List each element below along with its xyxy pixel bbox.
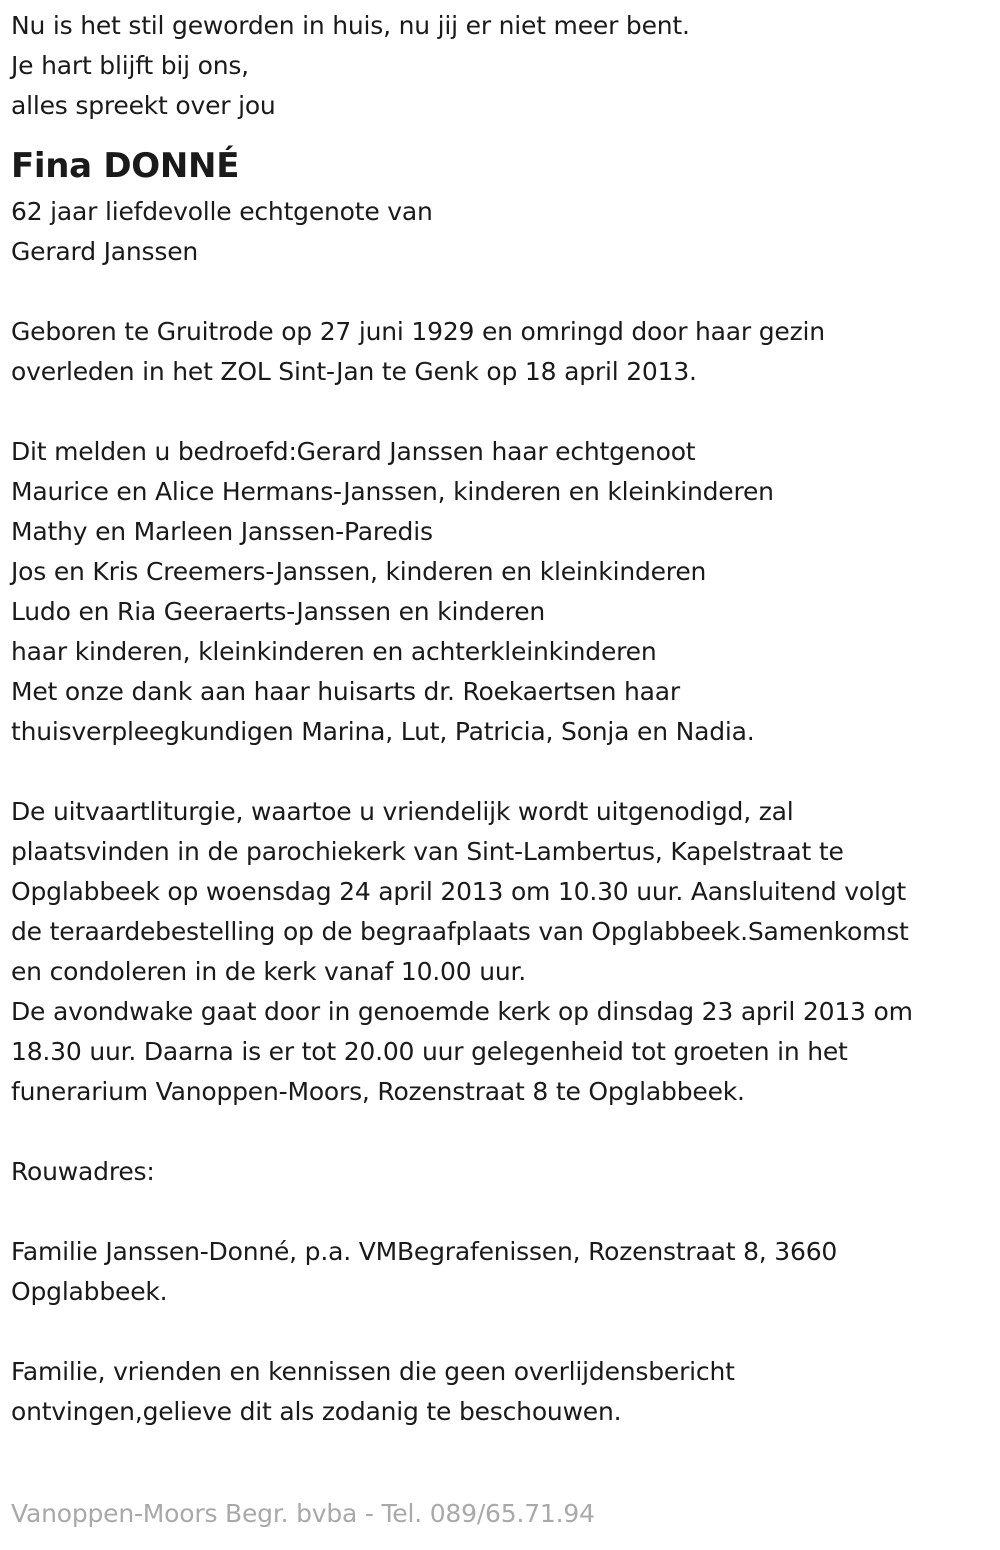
funeral-home-footer: Vanoppen-Moors Begr. bvba - Tel. 089/65.71.94 xyxy=(11,1499,595,1528)
poem-line: Je hart blijft bij ons, xyxy=(11,51,249,80)
mourning-address-label: Rouwadres: xyxy=(11,1157,155,1186)
family-line: Jos en Kris Creemers-Janssen, kinderen en kleinkinderen xyxy=(11,557,707,586)
funeral-line: de teraardebestelling op de begraafplaats van Opglabbeek.Samenkomst xyxy=(11,917,909,946)
family-line: Mathy en Marleen Janssen-Paredis xyxy=(11,517,433,546)
closing-line: Familie, vrienden en kennissen die geen overlijdensbericht xyxy=(11,1357,735,1386)
birth-death-info xyxy=(11,312,986,392)
funeral-line: 18.30 uur. Daarna is er tot 20.00 uur gelegenheid tot groeten in het xyxy=(11,1037,848,1066)
family-line: Maurice en Alice Hermans-Janssen, kinderen en kleinkinderen xyxy=(11,477,774,506)
funeral-line: De avondwake gaat door in genoemde kerk op dinsdag 23 april 2013 om xyxy=(11,997,913,1026)
spacer xyxy=(11,752,986,792)
deceased-name: Fina DONNÉ xyxy=(11,146,240,186)
funeral-line: De uitvaartliturgie, waartoe u vriendelijk wordt uitgenodigd, zal xyxy=(11,797,794,826)
funeral-line: plaatsvinden in de parochiekerk van Sint-Lambertus, Kapelstraat te xyxy=(11,837,844,866)
family-line: Met onze dank aan haar huisarts dr. Roekaertsen haar xyxy=(11,677,680,706)
family-line: thuisverpleegkundigen Marina, Lut, Patricia, Sonja en Nadia. xyxy=(11,717,755,746)
poem xyxy=(11,6,986,126)
birth-line: Geboren te Gruitrode op 27 juni 1929 en omringd door haar gezin xyxy=(11,317,825,346)
funeral-line: en condoleren in de kerk vanaf 10.00 uur. xyxy=(11,957,527,986)
death-line: overleden in het ZOL Sint-Jan te Genk op 18 april 2013. xyxy=(11,357,697,386)
funeral-details xyxy=(11,792,986,1112)
funeral-line: Opglabbeek op woensdag 24 april 2013 om 10.30 uur. Aansluitend volgt xyxy=(11,877,907,906)
family-line: Dit melden u bedroefd:Gerard Janssen haar echtgenoot xyxy=(11,437,696,466)
family-announcement xyxy=(11,432,986,752)
poem-line: Nu is het stil geworden in huis, nu jij er niet meer bent. xyxy=(11,11,690,40)
poem-line: alles spreekt over jou xyxy=(11,91,276,120)
closing-line: ontvingen,gelieve dit als zodanig te beschouwen. xyxy=(11,1397,622,1426)
obituary-notice xyxy=(11,6,986,1432)
spacer xyxy=(11,392,986,432)
spacer xyxy=(11,1192,986,1232)
address-line: Familie Janssen-Donné, p.a. VMBegrafenissen, Rozenstraat 8, 3660 xyxy=(11,1237,838,1266)
family-line: Ludo en Ria Geeraerts-Janssen en kinderen xyxy=(11,597,546,626)
spacer xyxy=(11,1112,986,1152)
spacer xyxy=(11,272,986,312)
spacer xyxy=(11,1312,986,1352)
relation-line: Gerard Janssen xyxy=(11,237,199,266)
family-line: haar kinderen, kleinkinderen en achterkleinkinderen xyxy=(11,637,657,666)
mourning-address xyxy=(11,1232,986,1312)
closing-note xyxy=(11,1352,986,1432)
address-line: Opglabbeek. xyxy=(11,1277,168,1306)
funeral-line: funerarium Vanoppen-Moors, Rozenstraat 8 te Opglabbeek. xyxy=(11,1077,745,1106)
relation xyxy=(11,192,986,272)
relation-line: 62 jaar liefdevolle echtgenote van xyxy=(11,197,433,226)
